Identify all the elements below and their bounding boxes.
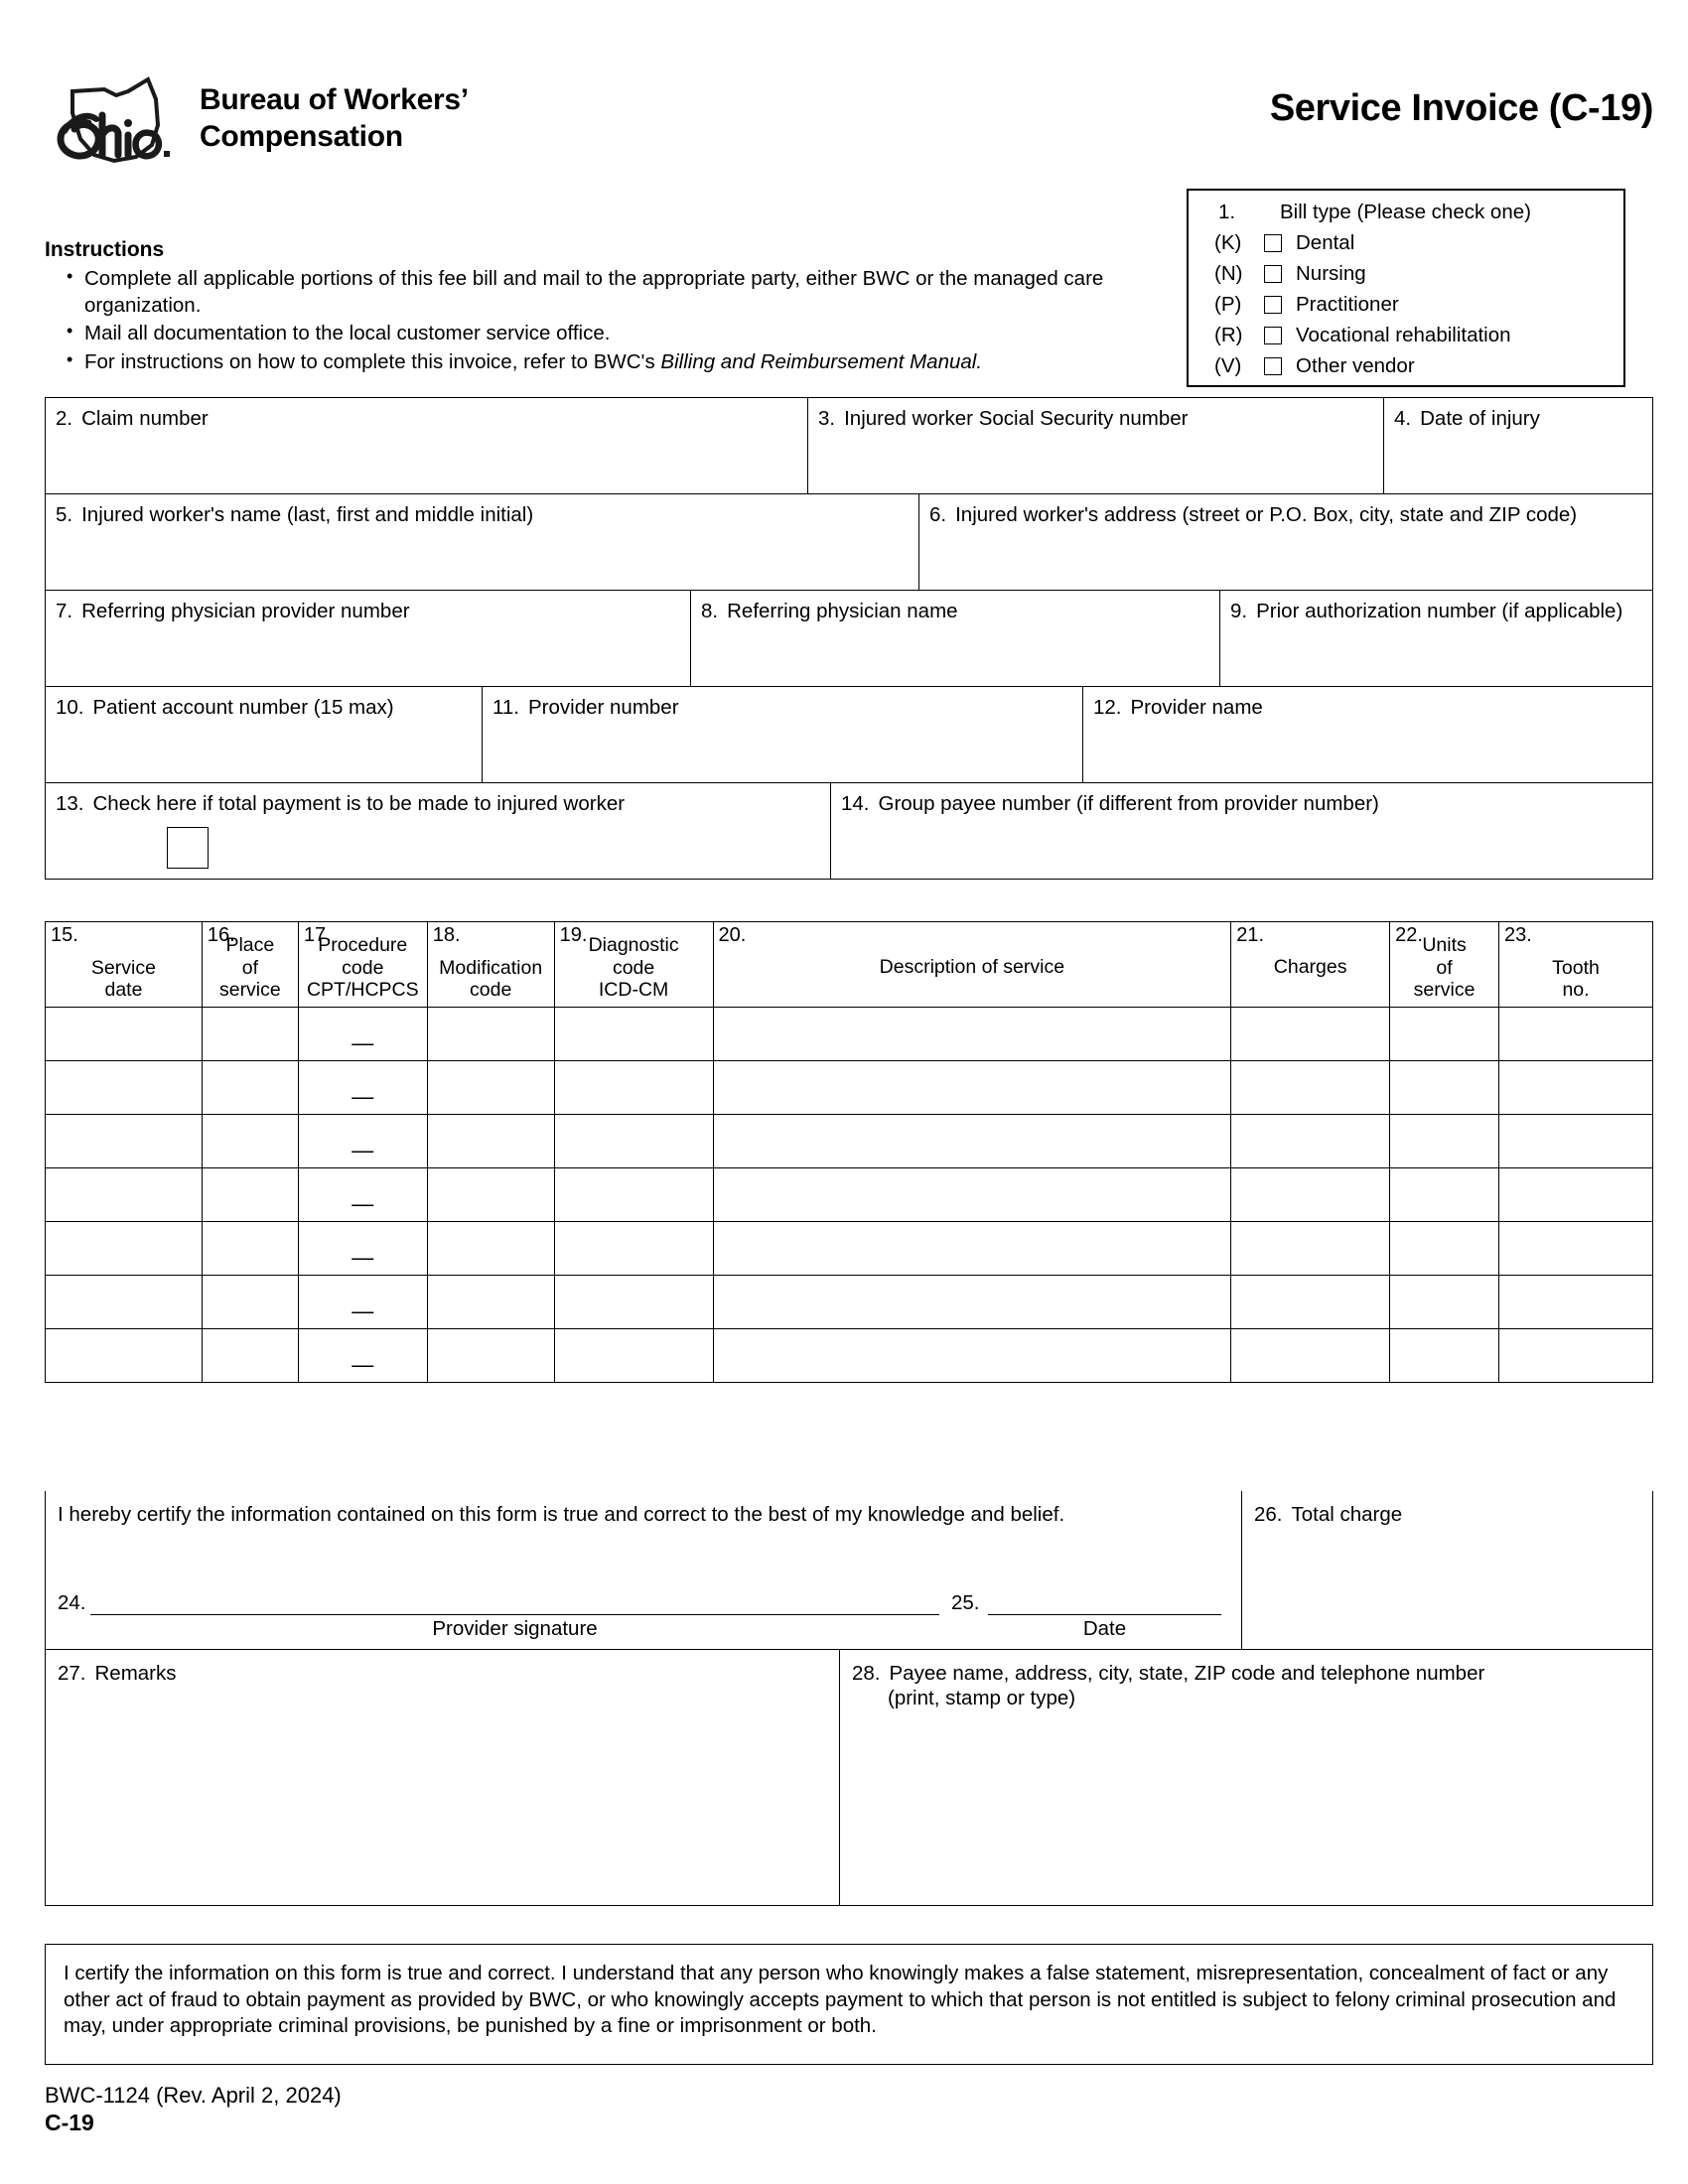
service-cell-16[interactable] <box>202 1115 298 1168</box>
form-row-worker <box>45 493 1653 590</box>
service-cell-23[interactable] <box>1499 1061 1653 1115</box>
service-cell-23[interactable] <box>1499 1008 1653 1061</box>
field-9-number: 9. <box>1230 600 1248 622</box>
bill-type-option-other-vendor[interactable] <box>1189 350 1623 381</box>
field-12-number: 12. <box>1093 696 1122 719</box>
procedure-code-separator: — <box>352 1245 374 1270</box>
certification-block <box>46 1491 1242 1649</box>
service-cell-18[interactable] <box>427 1008 554 1061</box>
field-13-number: 13. <box>56 792 84 815</box>
service-table-header-row <box>46 922 1653 1008</box>
bill-type-label-practitioner: Practitioner <box>1296 292 1399 316</box>
column-label-modification-code: Modification code <box>439 956 543 1002</box>
column-header-units-of-service <box>1390 922 1499 1008</box>
fraud-notice-text: I certify the information on this form is true and correct. I understand that any person who knowingly makes a false statement, misrepresentation, concealment of fact or any other act of fraud to obtain payment as provided by BWC, or who knowingly accepts payment to which that person is not entitled is subject to felony criminal prosecution and may, under appropriate criminal provisions, be punished by a fine or imprisonment or both. <box>64 1962 1617 2038</box>
service-cell-15[interactable] <box>46 1061 203 1115</box>
service-table-row <box>46 1115 1653 1168</box>
service-cell-17[interactable] <box>298 1061 427 1115</box>
form-row-provider <box>45 686 1653 782</box>
field-5-number: 5. <box>56 503 73 526</box>
signature-line-group <box>58 1585 1231 1641</box>
procedure-code-separator: — <box>352 1191 374 1216</box>
service-cell-19[interactable] <box>554 1115 713 1168</box>
field-5-label: Injured worker's name (last, first and middle initial) <box>81 503 534 526</box>
column-label-tooth-no: Tooth no. <box>1552 956 1600 1002</box>
service-cell-19[interactable] <box>554 1008 713 1061</box>
service-cell-15[interactable] <box>46 1168 203 1222</box>
service-cell-19[interactable] <box>554 1168 713 1222</box>
certification-row <box>45 1491 1653 1650</box>
service-cell-20[interactable] <box>713 1222 1231 1276</box>
bill-type-option-vocational-rehabilitation[interactable] <box>1189 320 1623 350</box>
checkbox-nursing[interactable] <box>1264 265 1282 283</box>
field-8-number: 8. <box>701 600 719 622</box>
service-cell-23[interactable] <box>1499 1329 1653 1383</box>
service-cell-23[interactable] <box>1499 1168 1653 1222</box>
column-number-15: 15. <box>51 924 78 946</box>
service-cell-20[interactable] <box>713 1008 1231 1061</box>
field-patient-account-number[interactable] <box>46 687 483 782</box>
column-number-23: 23. <box>1504 924 1532 946</box>
form-row-claim <box>45 397 1653 493</box>
procedure-code-separator: — <box>352 1084 374 1109</box>
column-header-service-date <box>46 922 203 1008</box>
column-number-20: 20. <box>718 924 747 946</box>
bill-type-code-r: (R) <box>1214 323 1243 346</box>
agency-branding <box>45 69 469 169</box>
bill-type-code-v: (V) <box>1214 353 1242 377</box>
service-cell-21[interactable] <box>1231 1061 1390 1115</box>
field-26-number: 26. <box>1254 1503 1283 1526</box>
service-cell-21[interactable] <box>1231 1008 1390 1061</box>
column-number-17: 17. <box>303 924 332 946</box>
column-number-22: 22. <box>1395 924 1423 946</box>
field-6-label: Injured worker's address (street or P.O. Box, city, state and ZIP code) <box>955 503 1578 526</box>
field-7-label: Referring physician provider number <box>81 600 410 622</box>
column-header-tooth-no <box>1499 922 1653 1008</box>
bill-type-option-nursing[interactable] <box>1189 258 1623 289</box>
field-pay-injured-worker[interactable] <box>46 783 831 879</box>
field-14-number: 14. <box>841 792 870 815</box>
column-label-place-of-service: Place of service <box>218 934 281 1002</box>
bill-type-code-k: (K) <box>1214 230 1242 254</box>
field-3-label: Injured worker Social Security number <box>844 407 1189 430</box>
column-label-procedure-code: Procedure code CPT/HCPCS <box>306 934 419 1002</box>
service-cell-19[interactable] <box>554 1329 713 1383</box>
instructions-section <box>45 238 1157 378</box>
field-prior-authorization[interactable] <box>1220 591 1650 686</box>
service-cell-16[interactable] <box>202 1061 298 1115</box>
service-cell-20[interactable] <box>713 1276 1231 1329</box>
field-total-charge[interactable] <box>1242 1491 1652 1649</box>
field-4-label: Date of injury <box>1420 407 1540 430</box>
service-cell-21[interactable] <box>1231 1222 1390 1276</box>
field-13-label: Check here if total payment is to be made to injured worker <box>92 792 626 815</box>
checkbox-practitioner[interactable] <box>1264 296 1282 314</box>
service-table-row <box>46 1168 1653 1222</box>
signature-input[interactable] <box>90 1614 939 1615</box>
service-cell-23[interactable] <box>1499 1276 1653 1329</box>
service-cell-16[interactable] <box>202 1222 298 1276</box>
signature-number: 24. <box>58 1591 86 1614</box>
service-cell-19[interactable] <box>554 1061 713 1115</box>
column-header-description-of-service <box>713 922 1231 1008</box>
form-revision: BWC-1124 (Rev. April 2, 2024) <box>45 2083 342 2108</box>
field-27-number: 27. <box>58 1662 86 1685</box>
field-group-payee-number[interactable] <box>831 783 1650 879</box>
form-row-referring <box>45 590 1653 686</box>
field-payee-info[interactable] <box>840 1650 1652 1905</box>
service-cell-18[interactable] <box>427 1222 554 1276</box>
agency-name <box>200 82 469 155</box>
service-cell-15[interactable] <box>46 1222 203 1276</box>
service-cell-17[interactable] <box>298 1329 427 1383</box>
column-number-18: 18. <box>432 924 461 946</box>
service-cell-16[interactable] <box>202 1008 298 1061</box>
service-cell-21[interactable] <box>1231 1168 1390 1222</box>
service-cell-15[interactable] <box>46 1329 203 1383</box>
field-28-number: 28. <box>852 1662 881 1685</box>
checkbox-dental[interactable] <box>1264 234 1282 252</box>
bill-type-label-vocational-rehabilitation: Vocational rehabilitation <box>1296 323 1511 346</box>
bill-type-label-other-vendor: Other vendor <box>1296 353 1415 377</box>
bill-type-number: 1. <box>1218 201 1236 223</box>
bill-type-code-p: (P) <box>1214 292 1242 316</box>
checkbox-other-vendor[interactable] <box>1264 357 1282 375</box>
agency-name-line2: Compensation <box>200 120 403 153</box>
page-footer <box>45 2083 342 2136</box>
instructions-title: Instructions <box>45 238 165 261</box>
field-worker-address[interactable] <box>919 494 1650 590</box>
service-table-row <box>46 1061 1653 1115</box>
service-cell-22[interactable] <box>1390 1008 1499 1061</box>
service-cell-15[interactable] <box>46 1276 203 1329</box>
column-label-diagnostic-code: Diagnostic code ICD-CM <box>588 934 679 1002</box>
date-number: 25. <box>951 1591 980 1614</box>
service-table-row <box>46 1222 1653 1276</box>
field-remarks[interactable] <box>46 1650 840 1905</box>
page-header <box>45 69 1653 179</box>
bill-type-box <box>1187 189 1625 387</box>
field-4-number: 4. <box>1394 407 1412 430</box>
column-label-description-of-service: Description of service <box>879 956 1065 979</box>
field-14-label: Group payee number (if different from provider number) <box>878 792 1379 815</box>
bill-type-label-dental: Dental <box>1296 230 1355 254</box>
field-provider-name[interactable] <box>1083 687 1650 782</box>
service-cell-15[interactable] <box>46 1115 203 1168</box>
column-header-procedure-code <box>298 922 427 1008</box>
service-cell-21[interactable] <box>1231 1115 1390 1168</box>
service-cell-21[interactable] <box>1231 1329 1390 1383</box>
certification-statement: I hereby certify the information contained on this form is true and correct to the best of my knowledge and belief. <box>58 1503 1065 1526</box>
service-cell-18[interactable] <box>427 1276 554 1329</box>
field-referring-physician-name[interactable] <box>691 591 1220 686</box>
field-date-of-injury[interactable] <box>1384 398 1650 493</box>
bill-type-title: Bill type (Please check one) <box>1280 201 1531 223</box>
column-header-modification-code <box>427 922 554 1008</box>
field-7-number: 7. <box>56 600 73 622</box>
field-claim-number[interactable] <box>46 398 808 493</box>
date-input[interactable] <box>988 1614 1221 1615</box>
form-field-grid <box>45 397 1653 880</box>
field-9-label: Prior authorization number (if applicable) <box>1256 600 1623 622</box>
bill-type-code-n: (N) <box>1214 261 1243 285</box>
service-cell-22[interactable] <box>1390 1061 1499 1115</box>
column-number-16: 16. <box>207 924 235 946</box>
service-cell-18[interactable] <box>427 1061 554 1115</box>
column-header-place-of-service <box>202 922 298 1008</box>
instruction-item-1: • Complete all applicable portions of this fee bill and mail to the appropriate party, either BWC or the managed care organization. <box>45 266 1157 319</box>
bill-type-option-dental[interactable] <box>1189 227 1623 258</box>
service-cell-17[interactable] <box>298 1008 427 1061</box>
column-label-charges: Charges <box>1273 956 1347 979</box>
service-cell-22[interactable] <box>1390 1276 1499 1329</box>
service-cell-22[interactable] <box>1390 1168 1499 1222</box>
field-6-number: 6. <box>929 503 947 526</box>
service-cell-17[interactable] <box>298 1115 427 1168</box>
field-10-label: Patient account number (15 max) <box>92 696 394 719</box>
field-ssn[interactable] <box>808 398 1384 493</box>
checkbox-vocational-rehabilitation[interactable] <box>1264 327 1282 344</box>
service-cell-23[interactable] <box>1499 1222 1653 1276</box>
field-2-number: 2. <box>56 407 73 430</box>
column-label-service-date: Service date <box>90 956 156 1002</box>
field-28-sublabel: (print, stamp or type) <box>888 1686 1076 1709</box>
service-cell-19[interactable] <box>554 1222 713 1276</box>
service-cell-17[interactable] <box>298 1276 427 1329</box>
service-cell-23[interactable] <box>1499 1115 1653 1168</box>
service-table-row <box>46 1329 1653 1383</box>
field-2-label: Claim number <box>81 407 209 430</box>
service-cell-15[interactable] <box>46 1008 203 1061</box>
field-referring-provider-number[interactable] <box>46 591 691 686</box>
service-cell-17[interactable] <box>298 1168 427 1222</box>
field-worker-name[interactable] <box>46 494 919 590</box>
field-12-label: Provider name <box>1130 696 1263 719</box>
service-cell-16[interactable] <box>202 1329 298 1383</box>
fraud-notice-box <box>45 1944 1653 2065</box>
service-cell-20[interactable] <box>713 1329 1231 1383</box>
service-line-table <box>45 921 1653 1383</box>
column-header-charges <box>1231 922 1390 1008</box>
service-cell-22[interactable] <box>1390 1115 1499 1168</box>
service-cell-18[interactable] <box>427 1329 554 1383</box>
service-table-row <box>46 1008 1653 1061</box>
form-row-payee <box>45 782 1653 880</box>
remarks-payee-row <box>45 1650 1653 1906</box>
service-cell-20[interactable] <box>713 1168 1231 1222</box>
column-header-diagnostic-code <box>554 922 713 1008</box>
column-number-19: 19. <box>559 924 588 946</box>
instruction-item-2: • Mail all documentation to the local customer service office. <box>45 321 1157 347</box>
ohio-logo-icon <box>45 69 184 169</box>
service-cell-16[interactable] <box>202 1168 298 1222</box>
field-3-number: 3. <box>818 407 836 430</box>
field-11-number: 11. <box>492 696 519 719</box>
service-cell-18[interactable] <box>427 1168 554 1222</box>
service-cell-20[interactable] <box>713 1061 1231 1115</box>
field-11-label: Provider number <box>527 696 679 719</box>
field-8-label: Referring physician name <box>727 600 958 622</box>
service-cell-18[interactable] <box>427 1115 554 1168</box>
field-26-label: Total charge <box>1291 1503 1403 1526</box>
checkbox-pay-injured-worker[interactable] <box>167 827 209 869</box>
service-table-row <box>46 1276 1653 1329</box>
service-cell-22[interactable] <box>1390 1222 1499 1276</box>
field-provider-number[interactable] <box>483 687 1083 782</box>
bill-type-heading <box>1189 201 1623 224</box>
instruction-item-3-text: For instructions on how to complete this invoice, refer to BWC's <box>84 349 661 373</box>
service-cell-21[interactable] <box>1231 1276 1390 1329</box>
instructions-list <box>45 266 1157 376</box>
form-code: C-19 <box>45 2110 94 2136</box>
date-caption: Date <box>1082 1617 1127 1640</box>
field-27-label: Remarks <box>94 1662 177 1685</box>
service-table-body <box>46 1008 1653 1383</box>
service-cell-19[interactable] <box>554 1276 713 1329</box>
field-10-number: 10. <box>56 696 84 719</box>
service-cell-17[interactable] <box>298 1222 427 1276</box>
signature-caption: Provider signature <box>432 1617 598 1640</box>
procedure-code-separator: — <box>352 1138 374 1162</box>
procedure-code-separator: — <box>352 1030 374 1055</box>
agency-name-line1: Bureau of Workers’ <box>200 83 469 117</box>
instruction-item-3-manual: Billing and Reimbursement Manual. <box>660 349 983 373</box>
instruction-item-3 <box>45 349 1157 376</box>
bill-type-label-nursing: Nursing <box>1296 261 1366 285</box>
column-label-units-of-service: Units of service <box>1413 934 1476 1002</box>
service-cell-20[interactable] <box>713 1115 1231 1168</box>
column-number-21: 21. <box>1236 924 1265 946</box>
service-cell-22[interactable] <box>1390 1329 1499 1383</box>
bill-type-option-practitioner[interactable] <box>1189 289 1623 320</box>
service-cell-16[interactable] <box>202 1276 298 1329</box>
form-title: Service Invoice (C-19) <box>1269 87 1653 129</box>
field-28-label: Payee name, address, city, state, ZIP code and telephone number <box>889 1662 1485 1685</box>
procedure-code-separator: — <box>352 1298 374 1323</box>
procedure-code-separator: — <box>352 1352 374 1377</box>
